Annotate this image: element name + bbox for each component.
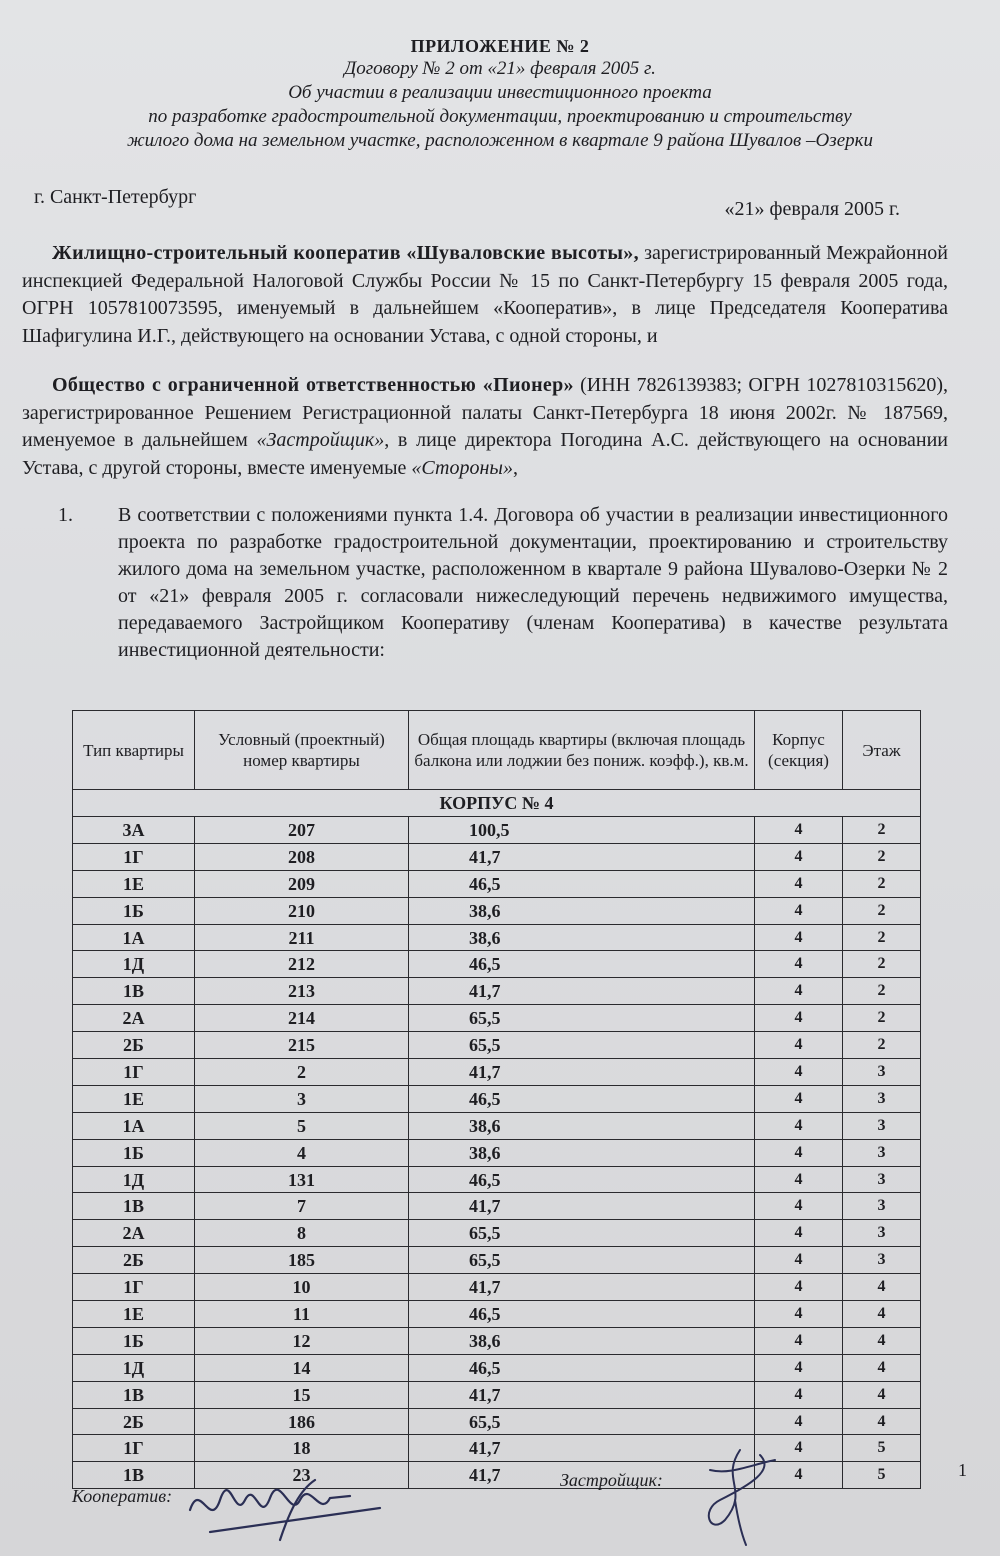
table-row (73, 870, 921, 897)
table-row (73, 1220, 921, 1247)
table-row (73, 1139, 921, 1166)
cell-building: 4 (755, 1301, 843, 1328)
cell-building: 4 (755, 978, 843, 1005)
cell-building: 4 (755, 1166, 843, 1193)
cell-type: 2А (73, 1005, 195, 1032)
party-cooperative-paragraph (22, 240, 948, 350)
cell-floor: 2 (843, 1032, 921, 1059)
cell-area: 65,5 (409, 1005, 755, 1032)
cell-floor: 4 (843, 1381, 921, 1408)
cell-building: 4 (755, 897, 843, 924)
cell-number: 213 (195, 978, 409, 1005)
cell-type: 2А (73, 1220, 195, 1247)
developer-name: Общество с ограниченной ответственностью «Пионер» (52, 374, 574, 396)
header-contract-line: Договору № 2 от «21» февраля 2005 г. (344, 58, 656, 79)
cell-number: 207 (195, 817, 409, 844)
header-apartment-number: Условный (проектный) номер квартиры (195, 711, 409, 790)
cell-number: 10 (195, 1274, 409, 1301)
cell-type: 1Г (73, 1274, 195, 1301)
cell-building: 4 (755, 1408, 843, 1435)
developer-details-b: , в лице директора Погодина А.С. действующего на основании Устава, с другой стороны, вместе именуемые (22, 429, 948, 479)
cell-building: 4 (755, 1462, 843, 1489)
cell-number: 208 (195, 843, 409, 870)
cell-type: 1Е (73, 1085, 195, 1112)
cell-type: 2Б (73, 1247, 195, 1274)
cell-floor: 3 (843, 1166, 921, 1193)
cell-floor: 2 (843, 817, 921, 844)
cell-number: 214 (195, 1005, 409, 1032)
cell-building: 4 (755, 1005, 843, 1032)
header-total-area: Общая площадь квартиры (включая площадь балкона или лоджии без пониж. коэфф.), кв.м. (409, 711, 755, 790)
cell-floor: 3 (843, 1085, 921, 1112)
table-row (73, 897, 921, 924)
developer-signature-label: Застройщик: (560, 1470, 663, 1490)
cell-building: 4 (755, 1354, 843, 1381)
table-row (73, 1327, 921, 1354)
cell-number: 3 (195, 1085, 409, 1112)
cell-type: 3А (73, 817, 195, 844)
cell-type: 1В (73, 978, 195, 1005)
cell-area: 46,5 (409, 1166, 755, 1193)
clause-1 (22, 502, 948, 664)
cell-building: 4 (755, 1193, 843, 1220)
cell-area: 41,7 (409, 1462, 755, 1489)
table-row (73, 1435, 921, 1462)
cooperative-name: Жилищно-строительный кооператив «Шуваловские высоты», (52, 242, 639, 264)
cell-floor: 2 (843, 897, 921, 924)
cell-number: 210 (195, 897, 409, 924)
cell-area: 65,5 (409, 1220, 755, 1247)
cell-area: 41,7 (409, 1274, 755, 1301)
party-developer-paragraph (22, 372, 948, 482)
developer-term: «Застройщик» (256, 429, 385, 451)
cell-type: 1Г (73, 1059, 195, 1086)
cell-number: 209 (195, 870, 409, 897)
cell-building: 4 (755, 1112, 843, 1139)
cell-type: 1Д (73, 1166, 195, 1193)
cell-area: 38,6 (409, 1112, 755, 1139)
cell-area: 41,7 (409, 843, 755, 870)
cell-number: 11 (195, 1301, 409, 1328)
cell-number: 211 (195, 924, 409, 951)
developer-signature (680, 1440, 790, 1550)
header-location-line: жилого дома на земельном участке, расположенном в квартале 9 района Шувалов –Озерки (126, 130, 874, 151)
cell-area: 41,7 (409, 1059, 755, 1086)
cell-building: 4 (755, 1435, 843, 1462)
table-row (73, 1085, 921, 1112)
cell-number: 4 (195, 1139, 409, 1166)
cell-area: 41,7 (409, 978, 755, 1005)
cell-area: 46,5 (409, 951, 755, 978)
cell-area: 46,5 (409, 1301, 755, 1328)
cell-number: 212 (195, 951, 409, 978)
cell-floor: 2 (843, 1005, 921, 1032)
table-row (73, 1354, 921, 1381)
cell-number: 5 (195, 1112, 409, 1139)
cell-floor: 3 (843, 1059, 921, 1086)
developer-details-a: (ИНН 7826139383; ОГРН 1027810315620), зарегистрированное Решением Регистрационной палаты Санкт-Петербурга 18 июня 2002г. № 187569, именуемое в дальнейшем (22, 374, 948, 451)
cell-type: 1А (73, 1112, 195, 1139)
section-title: КОРПУС № 4 (73, 790, 921, 817)
cell-area: 38,6 (409, 1327, 755, 1354)
cell-area: 41,7 (409, 1193, 755, 1220)
cell-floor: 2 (843, 951, 921, 978)
cell-floor: 4 (843, 1274, 921, 1301)
page-number: 1 (958, 1460, 967, 1480)
table-row (73, 978, 921, 1005)
cell-area: 41,7 (409, 1435, 755, 1462)
table-row (73, 924, 921, 951)
cell-type: 1Г (73, 843, 195, 870)
cooperative-signature-label: Кооператив: (72, 1486, 173, 1506)
cell-number: 18 (195, 1435, 409, 1462)
header-scope-line: по разработке градостроительной документации, проектированию и строительству (148, 106, 852, 127)
clause-text: В соответствии с положениями пункта 1.4. Договора об участии в реализации инвестиционного проекта по разработке градостроительной документации, проектированию и строительству жилого дома на земельном участке, расположенном в квартале 9 района Шувалово-Озерки № 2 от «21» февраля 2005 г. согласовали нижеследующий перечень недвижимого имущества, передаваемого Застройщиком Кооперативу (членам Кооператива) в качестве результата инвестиционной деятельности: (118, 504, 948, 661)
cell-building: 4 (755, 1139, 843, 1166)
table-row (73, 1112, 921, 1139)
cell-floor: 4 (843, 1327, 921, 1354)
cell-building: 4 (755, 951, 843, 978)
cell-number: 7 (195, 1193, 409, 1220)
cooperative-signature (180, 1470, 390, 1550)
cell-area: 100,5 (409, 817, 755, 844)
cell-building: 4 (755, 843, 843, 870)
cell-area: 65,5 (409, 1408, 755, 1435)
cell-area: 38,6 (409, 1139, 755, 1166)
table-row (73, 1032, 921, 1059)
cell-number: 14 (195, 1354, 409, 1381)
cell-area: 46,5 (409, 1085, 755, 1112)
cell-number: 23 (195, 1462, 409, 1489)
header-building-section: Корпус (секция) (755, 711, 843, 790)
table-row (73, 1381, 921, 1408)
cell-floor: 2 (843, 924, 921, 951)
table-row (73, 1005, 921, 1032)
table-row (73, 843, 921, 870)
parties-term: «Стороны» (411, 456, 513, 479)
cell-floor: 2 (843, 978, 921, 1005)
cell-building: 4 (755, 1274, 843, 1301)
table-row (73, 817, 921, 844)
cell-building: 4 (755, 817, 843, 844)
cell-number: 15 (195, 1381, 409, 1408)
cell-floor: 3 (843, 1247, 921, 1274)
table-row (73, 1274, 921, 1301)
cooperative-details: зарегистрированный Межрайонной инспекцией Федеральной Налоговой Службы России № 15 по Санкт-Петербургу 15 февраля 2005 года, ОГРН 1057810073595, именуемый в дальнейшем «Кооператив», в лице Председателя Кооператива Шафигулина И.Г., действующего на основании Устава, с одной стороны, и (22, 242, 949, 347)
cell-floor: 2 (843, 870, 921, 897)
cell-building: 4 (755, 1059, 843, 1086)
cell-floor: 3 (843, 1220, 921, 1247)
header-apartment-type: Тип квартиры (73, 711, 195, 790)
cell-floor: 3 (843, 1193, 921, 1220)
cell-floor: 5 (843, 1462, 921, 1489)
cell-floor: 3 (843, 1139, 921, 1166)
cell-building: 4 (755, 1247, 843, 1274)
clause-number: 1. (58, 504, 73, 526)
table-row (73, 1166, 921, 1193)
cell-floor: 4 (843, 1408, 921, 1435)
cell-building: 4 (755, 870, 843, 897)
cell-floor: 3 (843, 1112, 921, 1139)
section-row (73, 790, 921, 817)
place-of-signing: г. Санкт-Петербург (34, 186, 197, 208)
cell-number: 12 (195, 1327, 409, 1354)
appendix-title: ПРИЛОЖЕНИЕ № 2 (410, 36, 590, 56)
header-subject-line: Об участии в реализации инвестиционного проекта (288, 82, 712, 103)
cell-number: 131 (195, 1166, 409, 1193)
cell-floor: 4 (843, 1301, 921, 1328)
cell-type: 1В (73, 1381, 195, 1408)
cell-number: 8 (195, 1220, 409, 1247)
cell-building: 4 (755, 924, 843, 951)
cell-area: 46,5 (409, 1354, 755, 1381)
cell-type: 1Д (73, 951, 195, 978)
cell-type: 1Е (73, 870, 195, 897)
cell-type: 1Е (73, 1301, 195, 1328)
cell-number: 185 (195, 1247, 409, 1274)
cell-number: 2 (195, 1059, 409, 1086)
cell-building: 4 (755, 1085, 843, 1112)
developer-details-c: , (512, 456, 518, 479)
cell-area: 46,5 (409, 870, 755, 897)
cell-building: 4 (755, 1220, 843, 1247)
cell-floor: 4 (843, 1354, 921, 1381)
table-body (73, 817, 921, 1489)
cell-area: 38,6 (409, 897, 755, 924)
cell-type: 1Б (73, 1327, 195, 1354)
cell-building: 4 (755, 1381, 843, 1408)
cell-type: 1А (73, 924, 195, 951)
table-row (73, 1247, 921, 1274)
cell-type: 2Б (73, 1408, 195, 1435)
cell-type: 1В (73, 1462, 195, 1489)
table-row (73, 1193, 921, 1220)
cell-floor: 5 (843, 1435, 921, 1462)
header-floor: Этаж (843, 711, 921, 790)
cell-building: 4 (755, 1032, 843, 1059)
table-header-row (73, 711, 921, 790)
cell-type: 1Д (73, 1354, 195, 1381)
table-row (73, 951, 921, 978)
cell-floor: 2 (843, 843, 921, 870)
cell-number: 186 (195, 1408, 409, 1435)
signing-date: «21» февраля 2005 г. (724, 198, 900, 220)
cell-type: 1Б (73, 897, 195, 924)
cell-area: 65,5 (409, 1247, 755, 1274)
cell-area: 38,6 (409, 924, 755, 951)
apartments-table (72, 710, 921, 1489)
cell-area: 41,7 (409, 1381, 755, 1408)
cell-area: 65,5 (409, 1032, 755, 1059)
table-row (73, 1301, 921, 1328)
cell-type: 1Б (73, 1139, 195, 1166)
document-header (20, 36, 980, 153)
cell-type: 1В (73, 1193, 195, 1220)
cell-type: 2Б (73, 1032, 195, 1059)
cell-building: 4 (755, 1327, 843, 1354)
table-row (73, 1059, 921, 1086)
table-row (73, 1408, 921, 1435)
cell-type: 1Г (73, 1435, 195, 1462)
cell-number: 215 (195, 1032, 409, 1059)
